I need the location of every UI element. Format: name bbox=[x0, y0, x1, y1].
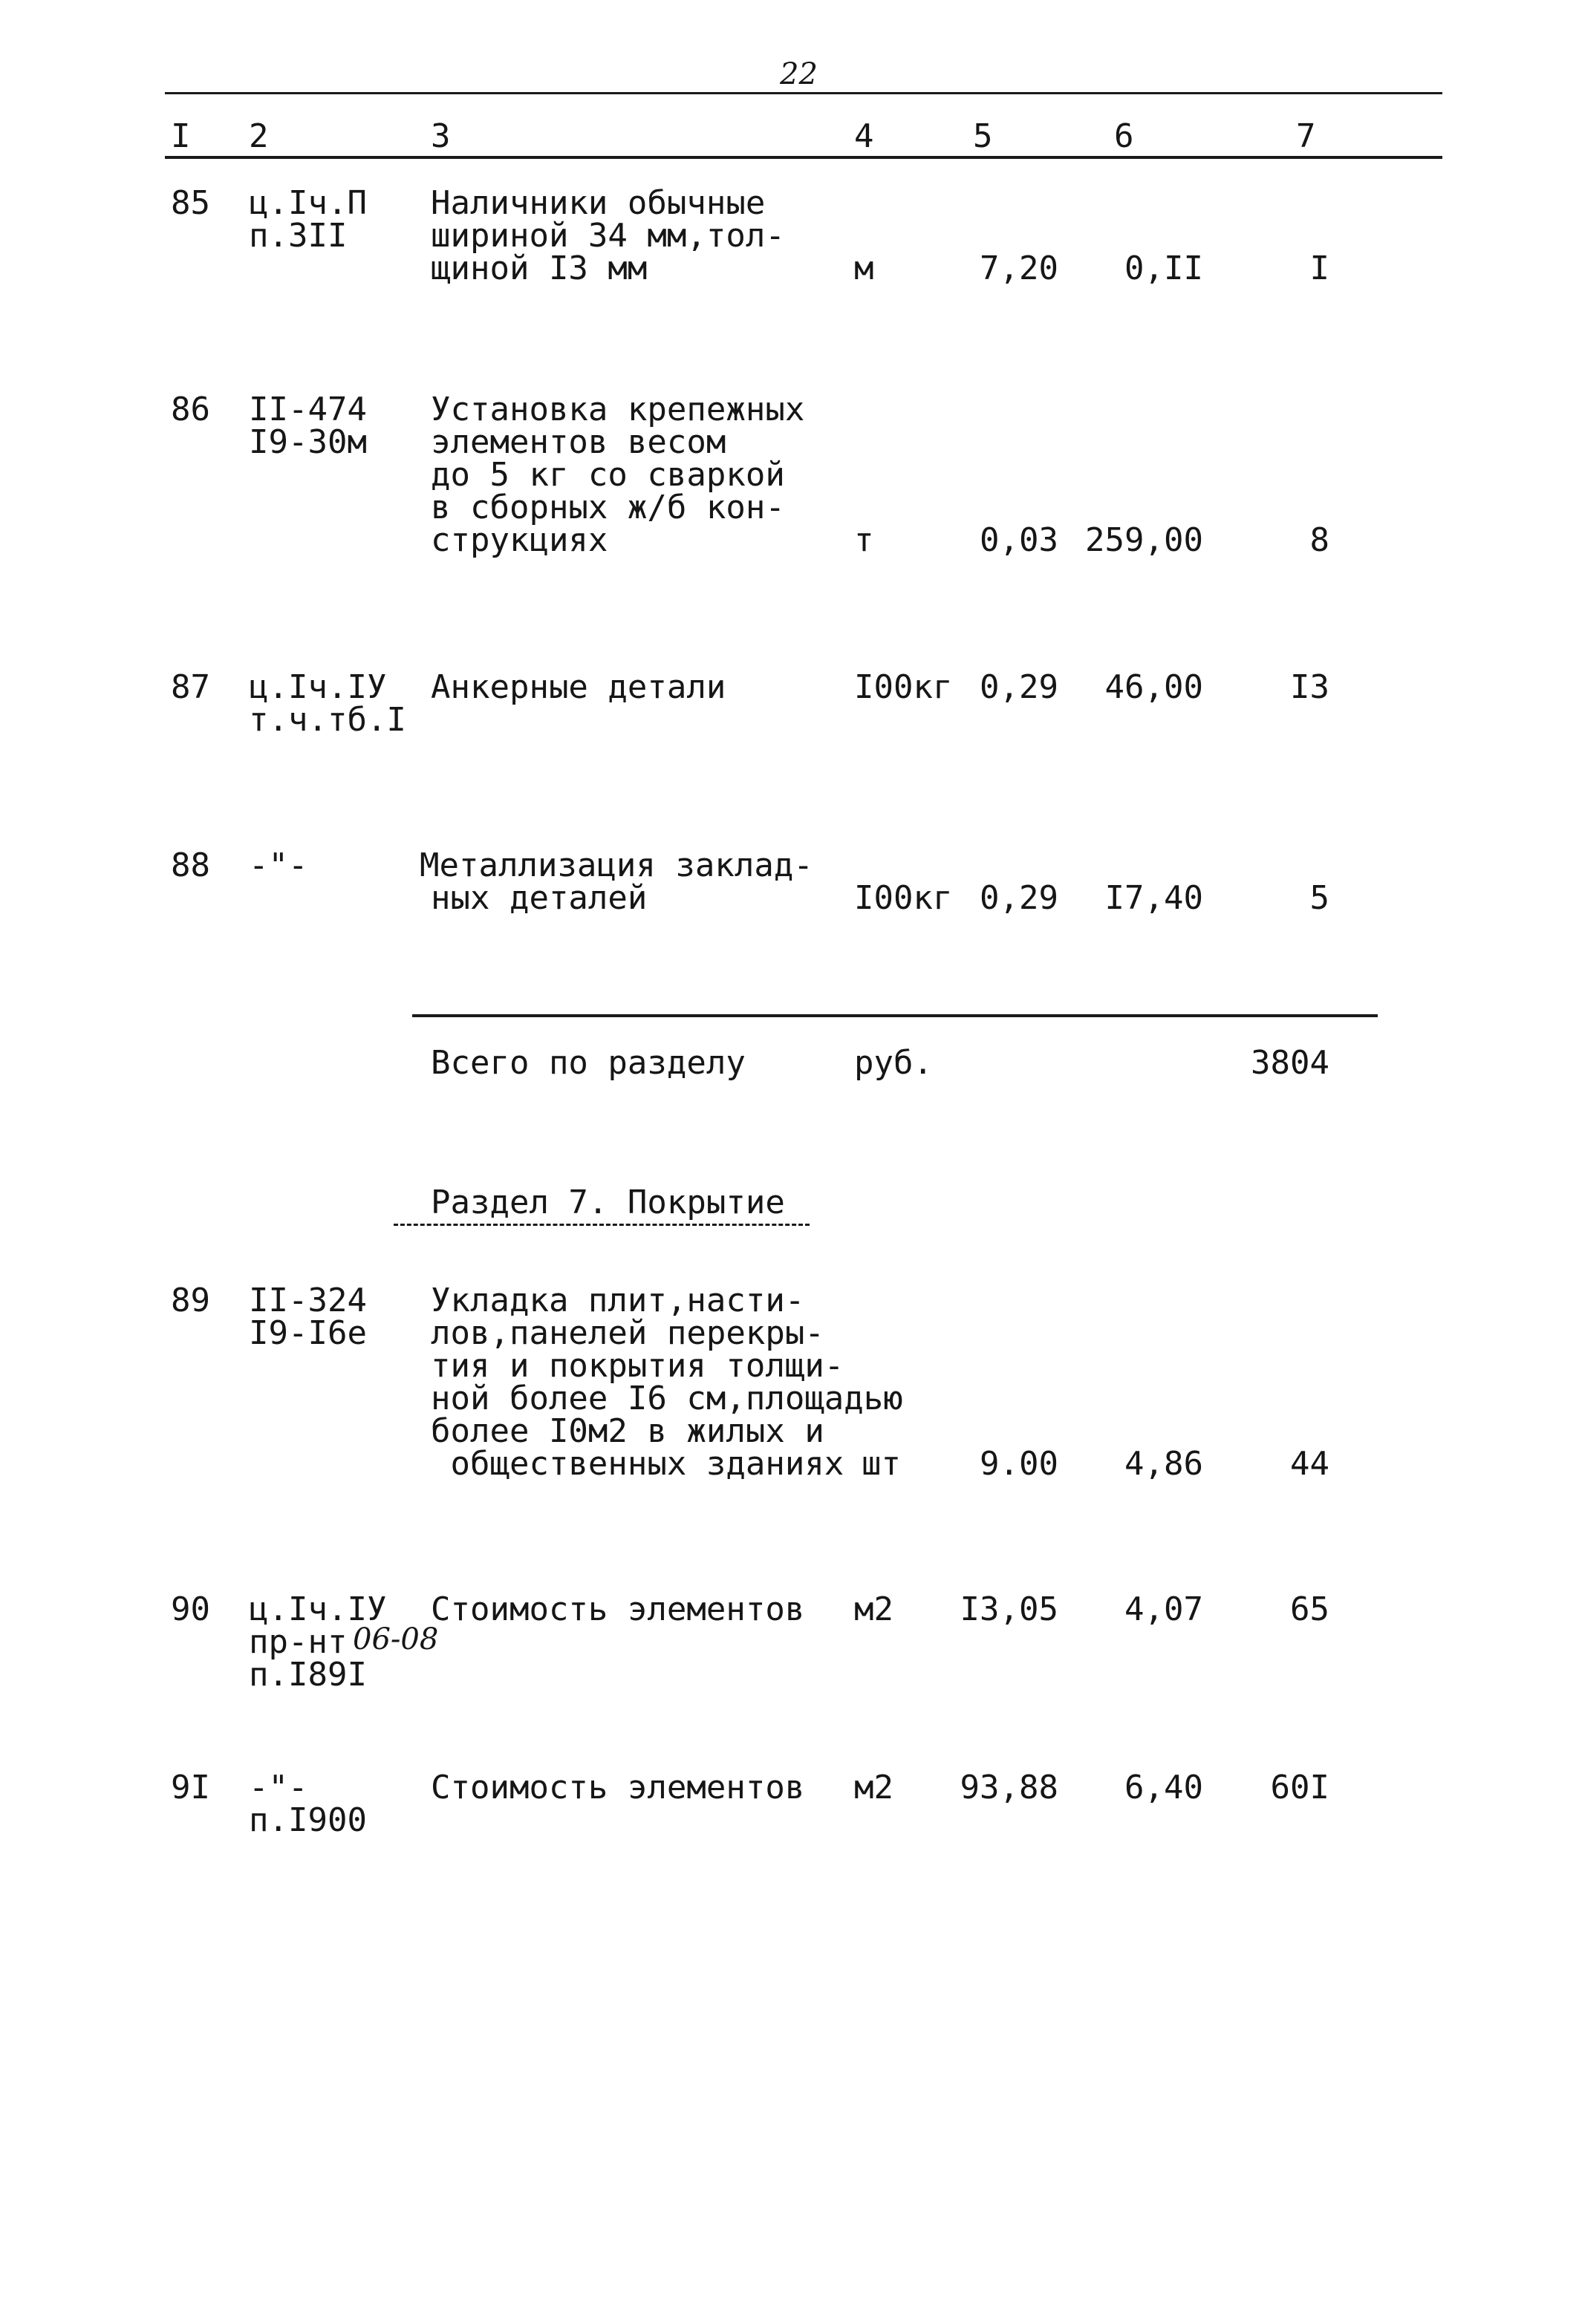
section-total-value: 3804 bbox=[1251, 1044, 1329, 1082]
row-name-line: Стоимость элементов bbox=[431, 1769, 805, 1806]
row-total: 60I bbox=[1270, 1769, 1329, 1806]
row-total: I3 bbox=[1290, 668, 1329, 706]
column-header-1: I bbox=[171, 117, 191, 155]
section-total-unit: руб. bbox=[854, 1044, 933, 1082]
column-header-7: 7 bbox=[1296, 117, 1316, 155]
row-name-line: Установка крепежных bbox=[431, 391, 805, 428]
row-name-line: Укладка плит,насти- bbox=[431, 1282, 805, 1319]
row-quantity: 0,29 bbox=[980, 879, 1058, 917]
row-unit: м2 bbox=[854, 1769, 893, 1806]
row-number: 90 bbox=[171, 1590, 210, 1628]
row-quantity: I3,05 bbox=[960, 1590, 1058, 1628]
row-name-line: ной более I6 см,площадью bbox=[431, 1380, 903, 1417]
row-quantity: 0,03 bbox=[980, 521, 1058, 559]
row-name-line: элементов весом bbox=[431, 423, 726, 461]
row-code-line: II-324 bbox=[249, 1282, 367, 1319]
row-code-line: ц.Iч.П bbox=[249, 184, 367, 222]
row-quantity: 9.00 bbox=[980, 1445, 1058, 1483]
row-total: 65 bbox=[1290, 1590, 1329, 1628]
row-number: 85 bbox=[171, 184, 210, 222]
row-number: 89 bbox=[171, 1282, 210, 1319]
row-name-line: ных деталей bbox=[431, 879, 648, 917]
row-total: 5 bbox=[1309, 879, 1329, 917]
page-number: 22 bbox=[780, 57, 818, 91]
row-code-line: пр-нт bbox=[249, 1623, 348, 1661]
row-code-line: II-474 bbox=[249, 391, 367, 428]
row-unit-price: 259,00 bbox=[1085, 521, 1203, 559]
row-number: 86 bbox=[171, 391, 210, 428]
row-unit-price: 46,00 bbox=[1104, 668, 1203, 706]
row-name-line: тия и покрытия толщи- bbox=[431, 1347, 844, 1385]
row-name-line: струкциях bbox=[431, 521, 608, 559]
row-total: I bbox=[1309, 249, 1329, 287]
row-unit: т bbox=[854, 521, 874, 559]
row-code-line: т.ч.тб.I bbox=[249, 701, 406, 739]
row-name-line: Анкерные детали bbox=[431, 668, 726, 706]
row-name-line: общественных зданиях bbox=[431, 1445, 844, 1483]
section-heading: Раздел 7. Покрытие bbox=[431, 1184, 785, 1221]
row-name-line: щиной I3 мм bbox=[431, 249, 648, 287]
row-unit-price: 4,07 bbox=[1124, 1590, 1203, 1628]
row-unit-price: 6,40 bbox=[1124, 1769, 1203, 1806]
row-code-line: ц.Iч.IУ bbox=[249, 668, 387, 706]
row-unit: I00кг bbox=[854, 668, 953, 706]
column-header-3: 3 bbox=[431, 117, 451, 155]
row-code-line: -"- bbox=[249, 846, 308, 884]
row-code-line: п.3II bbox=[249, 217, 348, 255]
row-code-line: п.I89I bbox=[249, 1656, 367, 1694]
section-total-rule bbox=[412, 1014, 1378, 1017]
row-unit-price: 4,86 bbox=[1124, 1445, 1203, 1483]
row-name-line: до 5 кг со сваркой bbox=[431, 456, 785, 494]
row-number: 9I bbox=[171, 1769, 210, 1806]
row-code-line: п.I900 bbox=[249, 1801, 367, 1839]
row-code-line: I9-I6е bbox=[249, 1314, 367, 1352]
row-number: 87 bbox=[171, 668, 210, 706]
column-header-5: 5 bbox=[973, 117, 993, 155]
row-number: 88 bbox=[171, 846, 210, 884]
row-code-line: I9-30м bbox=[249, 423, 367, 461]
row-name-line: Наличники обычные bbox=[431, 184, 766, 222]
row-code-line: -"- bbox=[249, 1769, 308, 1806]
row-name-line: Стоимость элементов bbox=[431, 1590, 805, 1628]
top-rule bbox=[165, 92, 1442, 94]
row-code-line: ц.Iч.IУ bbox=[249, 1590, 387, 1628]
column-header-2: 2 bbox=[249, 117, 269, 155]
row-name-line: лов,панелей перекры- bbox=[431, 1314, 824, 1352]
row-code-handwritten: 06-08 bbox=[353, 1622, 439, 1656]
column-header-4: 4 bbox=[854, 117, 874, 155]
row-name-line: шириной 34 мм,тол- bbox=[431, 217, 785, 255]
row-quantity: 93,88 bbox=[960, 1769, 1058, 1806]
row-name-line: более I0м2 в жилых и bbox=[431, 1412, 824, 1450]
row-quantity: 7,20 bbox=[980, 249, 1058, 287]
row-name-line: Металлизация заклад- bbox=[420, 846, 813, 884]
section-total-label: Всего по разделу bbox=[431, 1044, 746, 1082]
row-total: 44 bbox=[1290, 1445, 1329, 1483]
section-heading-underline bbox=[394, 1224, 810, 1226]
row-quantity: 0,29 bbox=[980, 668, 1058, 706]
row-unit: м bbox=[854, 249, 874, 287]
row-unit: шт bbox=[862, 1445, 901, 1483]
row-name-line: в сборных ж/б кон- bbox=[431, 489, 785, 526]
column-header-6: 6 bbox=[1114, 117, 1134, 155]
row-unit: м2 bbox=[854, 1590, 893, 1628]
row-unit-price: I7,40 bbox=[1104, 879, 1203, 917]
header-rule bbox=[165, 156, 1442, 159]
row-unit-price: 0,II bbox=[1124, 249, 1203, 287]
row-unit: I00кг bbox=[854, 879, 953, 917]
row-total: 8 bbox=[1309, 521, 1329, 559]
